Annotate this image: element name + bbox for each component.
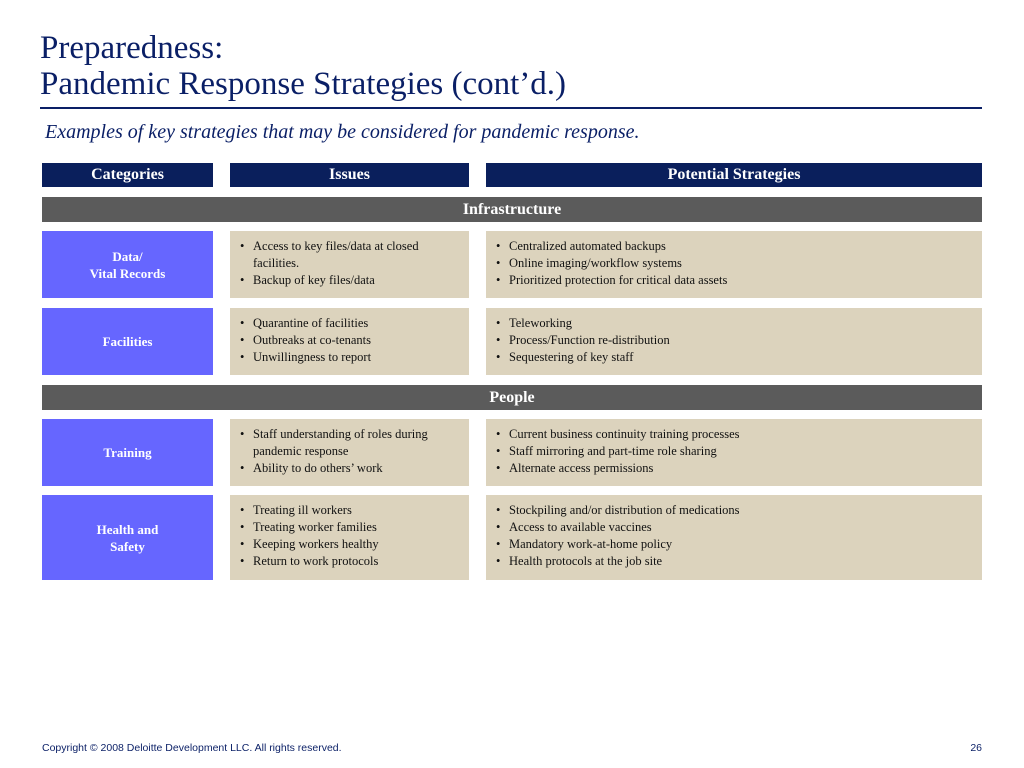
header-potential-strategies: Potential Strategies bbox=[486, 163, 982, 187]
issue-item: • Access to key files/data at closed facilities. bbox=[238, 238, 461, 272]
strategies-box-facilities bbox=[486, 308, 982, 375]
strategy-item: • Process/Function re-distribution bbox=[494, 332, 974, 349]
strategy-item: • Teleworking bbox=[494, 315, 974, 332]
issue-item: • Outbreaks at co-tenants bbox=[238, 332, 461, 349]
section-header-people: People bbox=[42, 385, 982, 410]
issue-item: • Backup of key files/data bbox=[238, 272, 461, 289]
issue-item: • Return to work protocols bbox=[238, 553, 461, 570]
category-health-and-safety bbox=[42, 495, 213, 580]
title-divider bbox=[40, 107, 982, 109]
issue-item: • Ability to do others’ work bbox=[238, 460, 461, 477]
issue-item: • Staff understanding of roles during pandemic response bbox=[238, 426, 461, 460]
issue-item: • Treating worker families bbox=[238, 519, 461, 536]
strategy-item: • Mandatory work-at-home policy bbox=[494, 536, 974, 553]
strategy-item: • Prioritized protection for critical data assets bbox=[494, 272, 974, 289]
issue-item: • Unwillingness to report bbox=[238, 349, 461, 366]
strategy-item: • Staff mirroring and part-time role sharing bbox=[494, 443, 974, 460]
category-label-line: Data/ bbox=[112, 248, 143, 264]
category-data-vital-records bbox=[42, 231, 213, 298]
category-facilities bbox=[42, 308, 213, 375]
strategy-item: • Current business continuity training processes bbox=[494, 426, 974, 443]
issue-item: • Keeping workers healthy bbox=[238, 536, 461, 553]
strategy-item: • Alternate access permissions bbox=[494, 460, 974, 477]
slide-title-line-2: Pandemic Response Strategies (cont’d.) bbox=[40, 66, 567, 102]
slide-subtitle: Examples of key strategies that may be considered for pandemic response. bbox=[45, 121, 640, 143]
strategy-item: • Centralized automated backups bbox=[494, 238, 974, 255]
strategy-item: • Stockpiling and/or distribution of medications bbox=[494, 502, 974, 519]
category-training bbox=[42, 419, 213, 486]
strategy-item: • Access to available vaccines bbox=[494, 519, 974, 536]
category-label-line: Safety bbox=[110, 538, 145, 554]
issue-item: • Treating ill workers bbox=[238, 502, 461, 519]
issue-item: • Quarantine of facilities bbox=[238, 315, 461, 332]
page-number: 26 bbox=[970, 742, 982, 754]
category-label-line: Facilities bbox=[102, 334, 153, 349]
copyright-notice: Copyright © 2008 Deloitte Development LLC. All rights reserved. bbox=[42, 742, 342, 754]
strategy-item: • Online imaging/workflow systems bbox=[494, 255, 974, 272]
header-categories: Categories bbox=[42, 163, 213, 187]
slide-title-line-1: Preparedness: bbox=[40, 30, 224, 66]
strategy-item: • Health protocols at the job site bbox=[494, 553, 974, 570]
category-label-line: Training bbox=[103, 445, 152, 460]
strategies-box-data-vital-records bbox=[486, 231, 982, 298]
strategy-item: • Sequestering of key staff bbox=[494, 349, 974, 366]
category-label-line: Vital Records bbox=[89, 265, 166, 281]
category-label-line: Health and bbox=[96, 521, 159, 537]
section-header-infrastructure: Infrastructure bbox=[42, 197, 982, 222]
slide-title bbox=[40, 30, 566, 102]
strategies-box-health-and-safety bbox=[486, 495, 982, 580]
strategies-box-training bbox=[486, 419, 982, 486]
issues-box-facilities bbox=[230, 308, 469, 375]
issues-box-health-and-safety bbox=[230, 495, 469, 580]
issues-box-training bbox=[230, 419, 469, 486]
header-issues: Issues bbox=[230, 163, 469, 187]
issues-box-data-vital-records bbox=[230, 231, 469, 298]
